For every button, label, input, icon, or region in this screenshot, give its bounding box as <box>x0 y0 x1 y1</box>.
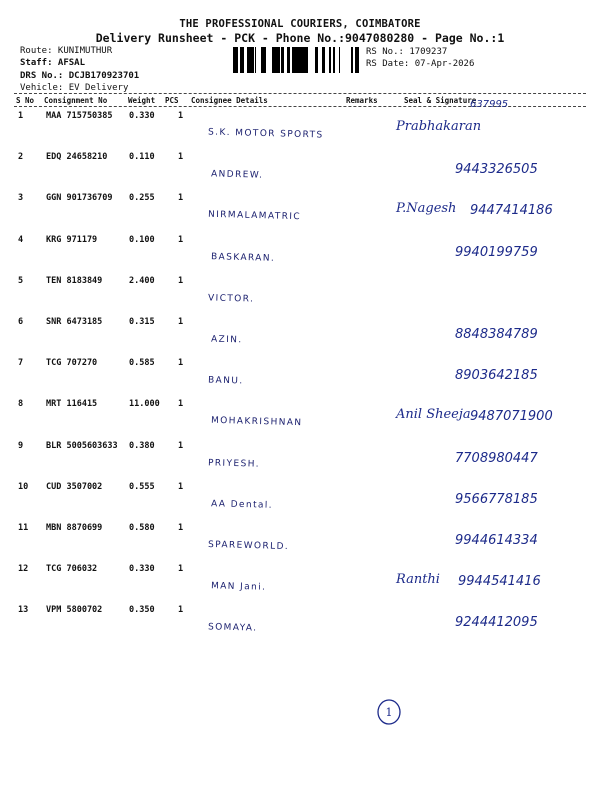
row-phone-handwritten: 9940199759 <box>455 244 538 260</box>
row-phone-handwritten: 9566778185 <box>455 491 538 507</box>
row-consignee-handwritten: BASKARAN. <box>210 251 276 264</box>
row-pcs: 1 <box>178 399 184 410</box>
row-phone-handwritten: 9944614334 <box>455 533 538 548</box>
row-consignment-no: GGN 901736709 <box>46 193 113 204</box>
row-phone-handwritten: 9944541416 <box>458 574 541 590</box>
staff-text: Staff: AFSAL <box>20 58 86 68</box>
row-sno: 13 <box>18 605 29 616</box>
row-consignee-handwritten: PRIYESH. <box>207 457 261 470</box>
row-signature: Ranthi <box>396 572 440 588</box>
row-sno: 7 <box>18 358 24 369</box>
row-weight: 0.380 <box>129 440 155 451</box>
header-top-rule <box>14 93 586 94</box>
vehicle-text: Vehicle: EV Delivery <box>20 83 129 93</box>
row-consignment-no: TCG 706032 <box>46 564 98 575</box>
route-text: Route: KUNIMUTHUR <box>20 46 113 56</box>
row-phone-handwritten: 9487071900 <box>470 409 553 425</box>
row-consignment-no: BLR 5005603633 <box>46 440 118 451</box>
row-phone-handwritten: 7708980447 <box>455 450 538 466</box>
row-weight: 0.110 <box>129 152 155 163</box>
row-pcs: 1 <box>178 605 184 616</box>
row-consignee-handwritten: ANDREW. <box>210 169 264 181</box>
row-sno: 5 <box>18 275 24 286</box>
row-weight: 0.330 <box>129 111 155 121</box>
row-phone-handwritten: 8903642185 <box>455 368 538 384</box>
row-consignee-handwritten: MAN Jani. <box>210 581 267 593</box>
col-sno: S No <box>16 96 35 105</box>
row-consignee-handwritten: BANU. <box>207 375 244 387</box>
drs-number: DRS No.: DCJB170923701 <box>20 71 140 81</box>
rs-number: RS No.: 1709237 <box>366 47 448 57</box>
row-weight: 0.585 <box>129 358 155 369</box>
row-consignee-handwritten: SPAREWORLD. <box>207 539 290 553</box>
row-weight: 0.330 <box>129 564 155 575</box>
col-seal-signature: Seal & Signature <box>404 96 477 105</box>
company-title: THE PROFESSIONAL COURIERS, COIMBATORE <box>179 18 421 30</box>
row-phone-handwritten: 9244412095 <box>455 615 538 631</box>
row-pcs: 1 <box>178 523 184 533</box>
row-consignee-handwritten: MOHAKRISHNAN <box>210 416 303 429</box>
row-consignment-no: MBN 8870699 <box>46 523 103 533</box>
row-consignee-handwritten: SOMAYA. <box>207 622 258 635</box>
row-weight: 0.350 <box>129 605 155 616</box>
row-pcs: 1 <box>178 440 184 451</box>
row-consignment-no: TCG 707270 <box>46 358 98 369</box>
row-pcs: 1 <box>178 358 184 369</box>
row-consignment-no: KRG 971179 <box>46 234 98 245</box>
row-phone-handwritten: 9443326505 <box>455 162 538 178</box>
row-consignee-handwritten: NIRMALAMATRIC <box>207 210 302 223</box>
row-weight: 0.555 <box>129 481 155 492</box>
row-signature: P.Nagesh <box>396 201 457 217</box>
row-sno: 4 <box>18 234 24 245</box>
row-sno: 12 <box>18 564 29 575</box>
row-sno: 3 <box>18 193 24 204</box>
row-signature: Anil Sheeja <box>396 407 471 423</box>
row-weight: 0.580 <box>129 523 155 533</box>
row-pcs: 1 <box>178 193 184 204</box>
row-sno: 6 <box>18 317 24 327</box>
row-consignment-no: MRT 116415 <box>46 399 98 410</box>
col-weight: Weight <box>128 96 156 105</box>
row-consignee-handwritten: AA Dental. <box>210 498 274 511</box>
row-sno: 9 <box>18 440 24 451</box>
row-consignment-no: MAA 715750385 <box>46 111 113 121</box>
row-consignment-no: TEN 8183849 <box>46 275 103 286</box>
row-consignee-handwritten: S.K. MOTOR SPORTS <box>207 127 324 141</box>
col-pcs: PCS <box>165 96 179 105</box>
row-weight: 0.315 <box>129 317 155 327</box>
row-pcs: 1 <box>178 234 184 245</box>
row-sno: 1 <box>18 111 24 121</box>
col-consignee: Consignee Details <box>191 96 268 105</box>
row-sno: 2 <box>18 152 24 163</box>
row-consignee-handwritten: AZIN. <box>210 334 243 346</box>
page-number-circle <box>376 698 402 726</box>
row-pcs: 1 <box>178 275 184 286</box>
row-sno: 8 <box>18 399 24 410</box>
row-sno: 11 <box>18 523 29 533</box>
row-sno: 10 <box>18 481 29 492</box>
row-phone-handwritten: 637995 <box>470 99 509 110</box>
runsheet-subtitle: Delivery Runsheet - PCK - Phone No.:9047080280 - Page No.:1 <box>95 31 505 45</box>
rs-date: RS Date: 07-Apr-2026 <box>366 59 475 69</box>
row-weight: 0.255 <box>129 193 155 204</box>
row-consignment-no: CUD 3507002 <box>46 481 103 492</box>
row-signature: Prabhakaran <box>396 119 482 134</box>
row-phone-handwritten: 9447414186 <box>470 203 553 219</box>
row-phone-handwritten: 8848384789 <box>455 327 538 342</box>
row-pcs: 1 <box>178 481 184 492</box>
col-consignment: Consignment No <box>44 96 108 105</box>
row-pcs: 1 <box>178 152 184 163</box>
row-pcs: 1 <box>178 564 184 575</box>
row-consignment-no: EDQ 24658210 <box>46 152 108 163</box>
row-consignment-no: SNR 6473185 <box>46 317 103 327</box>
row-weight: 2.400 <box>129 275 155 286</box>
barcode-icon <box>233 47 361 73</box>
page-number-mark: 1 <box>385 706 393 719</box>
row-weight: 0.100 <box>129 234 155 245</box>
row-consignee-handwritten: VICTOR. <box>207 293 255 305</box>
row-pcs: 1 <box>178 111 184 121</box>
row-weight: 11.000 <box>129 399 160 410</box>
col-remarks: Remarks <box>346 96 378 105</box>
row-consignment-no: VPM 5800702 <box>46 605 103 616</box>
row-pcs: 1 <box>178 317 184 327</box>
